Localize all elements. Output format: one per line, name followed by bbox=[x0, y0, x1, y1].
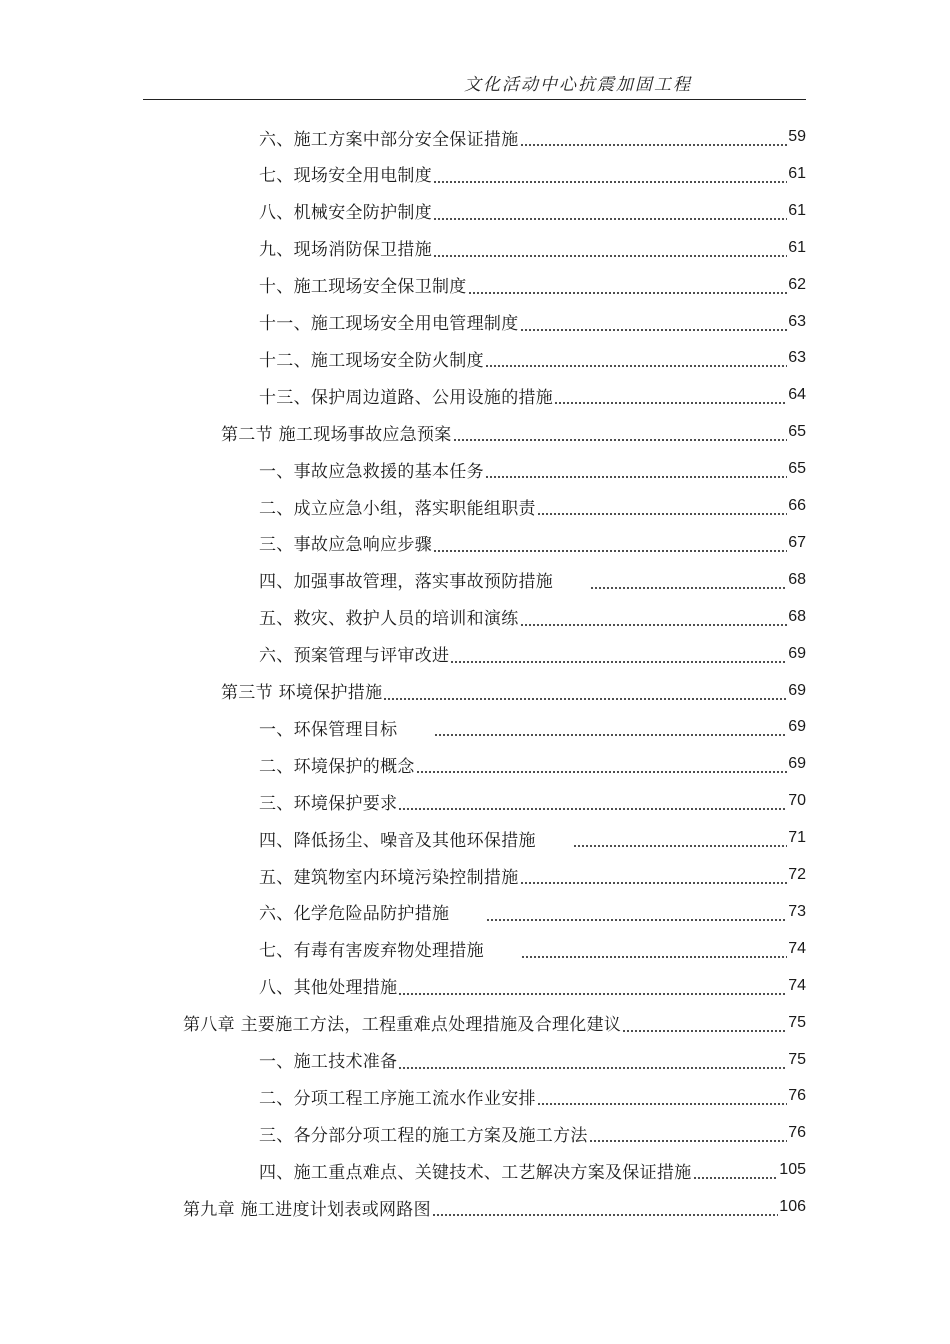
toc-page-number: 72 bbox=[788, 866, 806, 883]
toc-entry-title: 一、事故应急救援的基本任务 bbox=[259, 461, 484, 482]
toc-entry-title: 八、机械安全防护制度 bbox=[259, 203, 432, 224]
toc-dot-leader bbox=[432, 1214, 778, 1216]
toc-entry[interactable] bbox=[259, 1042, 806, 1078]
toc-entry-title: 四、降低扬尘、噪音及其他环保措施 bbox=[259, 830, 536, 851]
toc-page-number: 106 bbox=[779, 1198, 806, 1216]
toc-entry-title: 四、施工重点难点、关键技术、工艺解决方案及保证措施 bbox=[259, 1162, 692, 1183]
toc-page-number: 105 bbox=[779, 1161, 806, 1179]
toc-dot-leader bbox=[433, 255, 787, 257]
toc-entry[interactable] bbox=[259, 857, 806, 893]
toc-entry-title: 十一、施工现场安全用电管理制度 bbox=[259, 314, 519, 334]
toc-page-number: 73 bbox=[788, 902, 806, 920]
toc-entry[interactable] bbox=[259, 1115, 806, 1151]
toc-entry-title: 二、分项工程工序施工流水作业安排 bbox=[259, 1088, 536, 1109]
toc-page-number: 76 bbox=[788, 1124, 806, 1142]
toc-entry[interactable] bbox=[259, 968, 806, 1004]
toc-entry-title: 第八章 主要施工方法，工程重难点处理措施及合理化建议 bbox=[183, 1015, 622, 1036]
toc-entry[interactable] bbox=[259, 709, 806, 745]
toc-entry[interactable] bbox=[259, 746, 806, 782]
toc-page-number: 65 bbox=[788, 460, 806, 478]
toc-dot-leader bbox=[398, 993, 787, 995]
toc-page-number: 61 bbox=[788, 238, 806, 256]
toc-entry-title: 第二节 施工现场事故应急预案 bbox=[221, 424, 452, 445]
toc-entry[interactable] bbox=[259, 894, 806, 930]
toc-entry-title: 第九章 施工进度计划表或网路图 bbox=[183, 1199, 431, 1220]
toc-dot-leader bbox=[520, 144, 788, 146]
toc-dot-leader bbox=[433, 550, 787, 552]
toc-dot-leader bbox=[573, 845, 787, 847]
toc-dot-leader bbox=[398, 1067, 787, 1069]
toc-dot-leader bbox=[468, 292, 788, 294]
toc-page-number: 67 bbox=[788, 533, 806, 551]
toc-entry[interactable] bbox=[259, 636, 806, 672]
toc-entry-title: 二、成立应急小组，落实职能组职责 bbox=[259, 498, 536, 519]
toc-entry-title: 三、事故应急响应步骤 bbox=[259, 535, 432, 556]
toc-entry-title: 第三节 环境保护措施 bbox=[221, 683, 383, 703]
toc-dot-leader bbox=[693, 1177, 779, 1179]
toc-entry[interactable] bbox=[221, 414, 806, 450]
toc-dot-leader bbox=[622, 1030, 787, 1032]
header-rule bbox=[143, 99, 806, 100]
toc-page-number: 75 bbox=[788, 1050, 806, 1068]
toc-page-number: 69 bbox=[788, 644, 806, 662]
toc-dot-leader bbox=[416, 771, 788, 773]
toc-entry-title: 五、救灾、救护人员的培训和演练 bbox=[259, 609, 519, 630]
toc-dot-leader bbox=[520, 882, 788, 884]
toc-page-number: 74 bbox=[788, 976, 806, 994]
toc-entry-title: 四、加强事故管理，落实事故预防措施 bbox=[259, 572, 554, 593]
toc-page-number: 68 bbox=[788, 607, 806, 625]
toc-dot-leader bbox=[486, 919, 787, 921]
toc-dot-leader bbox=[485, 476, 787, 478]
toc-dot-leader bbox=[590, 587, 787, 589]
toc-page-number: 69 bbox=[788, 755, 806, 773]
toc-dot-leader bbox=[521, 956, 787, 958]
toc-page-number: 74 bbox=[788, 939, 806, 957]
toc-entry[interactable] bbox=[259, 377, 806, 413]
toc-page-number: 68 bbox=[788, 570, 806, 588]
toc-entry[interactable] bbox=[259, 599, 806, 635]
toc-dot-leader bbox=[485, 365, 787, 367]
running-header-title: 文化活动中心抗震加固工程 bbox=[464, 75, 692, 95]
toc-page-number: 64 bbox=[788, 386, 806, 404]
toc-entry-title: 七、现场安全用电制度 bbox=[259, 166, 432, 187]
toc-page-number: 70 bbox=[788, 792, 806, 810]
toc-page-number: 69 bbox=[788, 718, 806, 736]
toc-dot-leader bbox=[450, 661, 787, 663]
toc-entry-title: 五、建筑物室内环境污染控制措施 bbox=[259, 867, 519, 888]
toc-dot-leader bbox=[554, 402, 787, 404]
toc-entry[interactable] bbox=[259, 488, 806, 524]
toc-entry[interactable] bbox=[259, 820, 806, 856]
toc-page-number: 66 bbox=[788, 497, 806, 514]
toc-dot-leader bbox=[434, 734, 787, 736]
toc-entry[interactable] bbox=[259, 1152, 806, 1188]
toc-entry[interactable] bbox=[259, 931, 806, 967]
toc-page-number: 63 bbox=[788, 349, 806, 367]
toc-entry-title: 一、环保管理目标 bbox=[259, 719, 398, 740]
toc-entry[interactable] bbox=[259, 119, 806, 155]
toc-entry[interactable] bbox=[259, 340, 806, 376]
toc-entry-title: 六、预案管理与评审改进 bbox=[259, 646, 450, 667]
toc-page-number: 75 bbox=[788, 1013, 806, 1031]
toc-page-number: 65 bbox=[788, 423, 806, 441]
toc-entry[interactable] bbox=[259, 451, 806, 487]
toc-page-number: 62 bbox=[788, 275, 806, 293]
toc-entry[interactable] bbox=[259, 304, 806, 340]
toc-entry-title: 八、其他处理措施 bbox=[259, 978, 398, 999]
toc-entry[interactable] bbox=[183, 1005, 806, 1041]
toc-entry-title: 六、施工方案中部分安全保证措施 bbox=[259, 129, 519, 150]
toc-page-number: 69 bbox=[788, 681, 806, 699]
toc-entry-title: 三、各分部分项工程的施工方案及施工方法 bbox=[259, 1125, 588, 1146]
toc-dot-leader bbox=[433, 181, 787, 183]
toc-dot-leader bbox=[589, 1140, 788, 1142]
toc-dot-leader bbox=[520, 624, 788, 626]
toc-entry[interactable] bbox=[259, 230, 806, 266]
toc-dot-leader bbox=[433, 218, 787, 220]
toc-page-number: 59 bbox=[788, 128, 806, 145]
toc-page-number: 63 bbox=[788, 312, 806, 330]
toc-entry-title: 九、现场消防保卫措施 bbox=[259, 240, 432, 261]
toc-entry-title: 三、环境保护要求 bbox=[259, 793, 398, 814]
toc-entry[interactable] bbox=[259, 156, 806, 192]
toc-entry[interactable] bbox=[183, 1189, 806, 1225]
toc-dot-leader bbox=[453, 439, 788, 441]
toc-dot-leader bbox=[520, 329, 788, 331]
toc-entry-title: 七、有毒有害废弃物处理措施 bbox=[259, 941, 484, 962]
toc-entry[interactable] bbox=[259, 193, 806, 229]
toc-page-number: 71 bbox=[788, 829, 806, 847]
toc-dot-leader bbox=[537, 513, 787, 515]
toc-entry[interactable] bbox=[259, 783, 806, 819]
toc-entry-title: 十三、保护周边道路、公用设施的措施 bbox=[259, 387, 554, 408]
toc-entry[interactable] bbox=[259, 267, 806, 303]
toc-entry-title: 六、化学危险品防护措施 bbox=[259, 904, 450, 925]
toc-page-number: 61 bbox=[788, 164, 806, 182]
toc-dot-leader bbox=[383, 698, 787, 700]
toc-entry-title: 十、施工现场安全保卫制度 bbox=[259, 277, 467, 298]
toc-entry-title: 二、环境保护的概念 bbox=[259, 756, 415, 777]
toc-page-number: 61 bbox=[788, 201, 806, 219]
toc-entry[interactable] bbox=[259, 1078, 806, 1114]
toc-entry[interactable] bbox=[259, 562, 806, 598]
toc-dot-leader bbox=[398, 808, 787, 810]
toc-dot-leader bbox=[537, 1103, 787, 1105]
toc-entry-title: 十二、施工现场安全防火制度 bbox=[259, 350, 484, 371]
toc-entry[interactable] bbox=[221, 673, 806, 709]
toc-entry-title: 一、施工技术准备 bbox=[259, 1052, 398, 1072]
toc-entry[interactable] bbox=[259, 525, 806, 561]
toc-page-number: 76 bbox=[788, 1087, 806, 1105]
